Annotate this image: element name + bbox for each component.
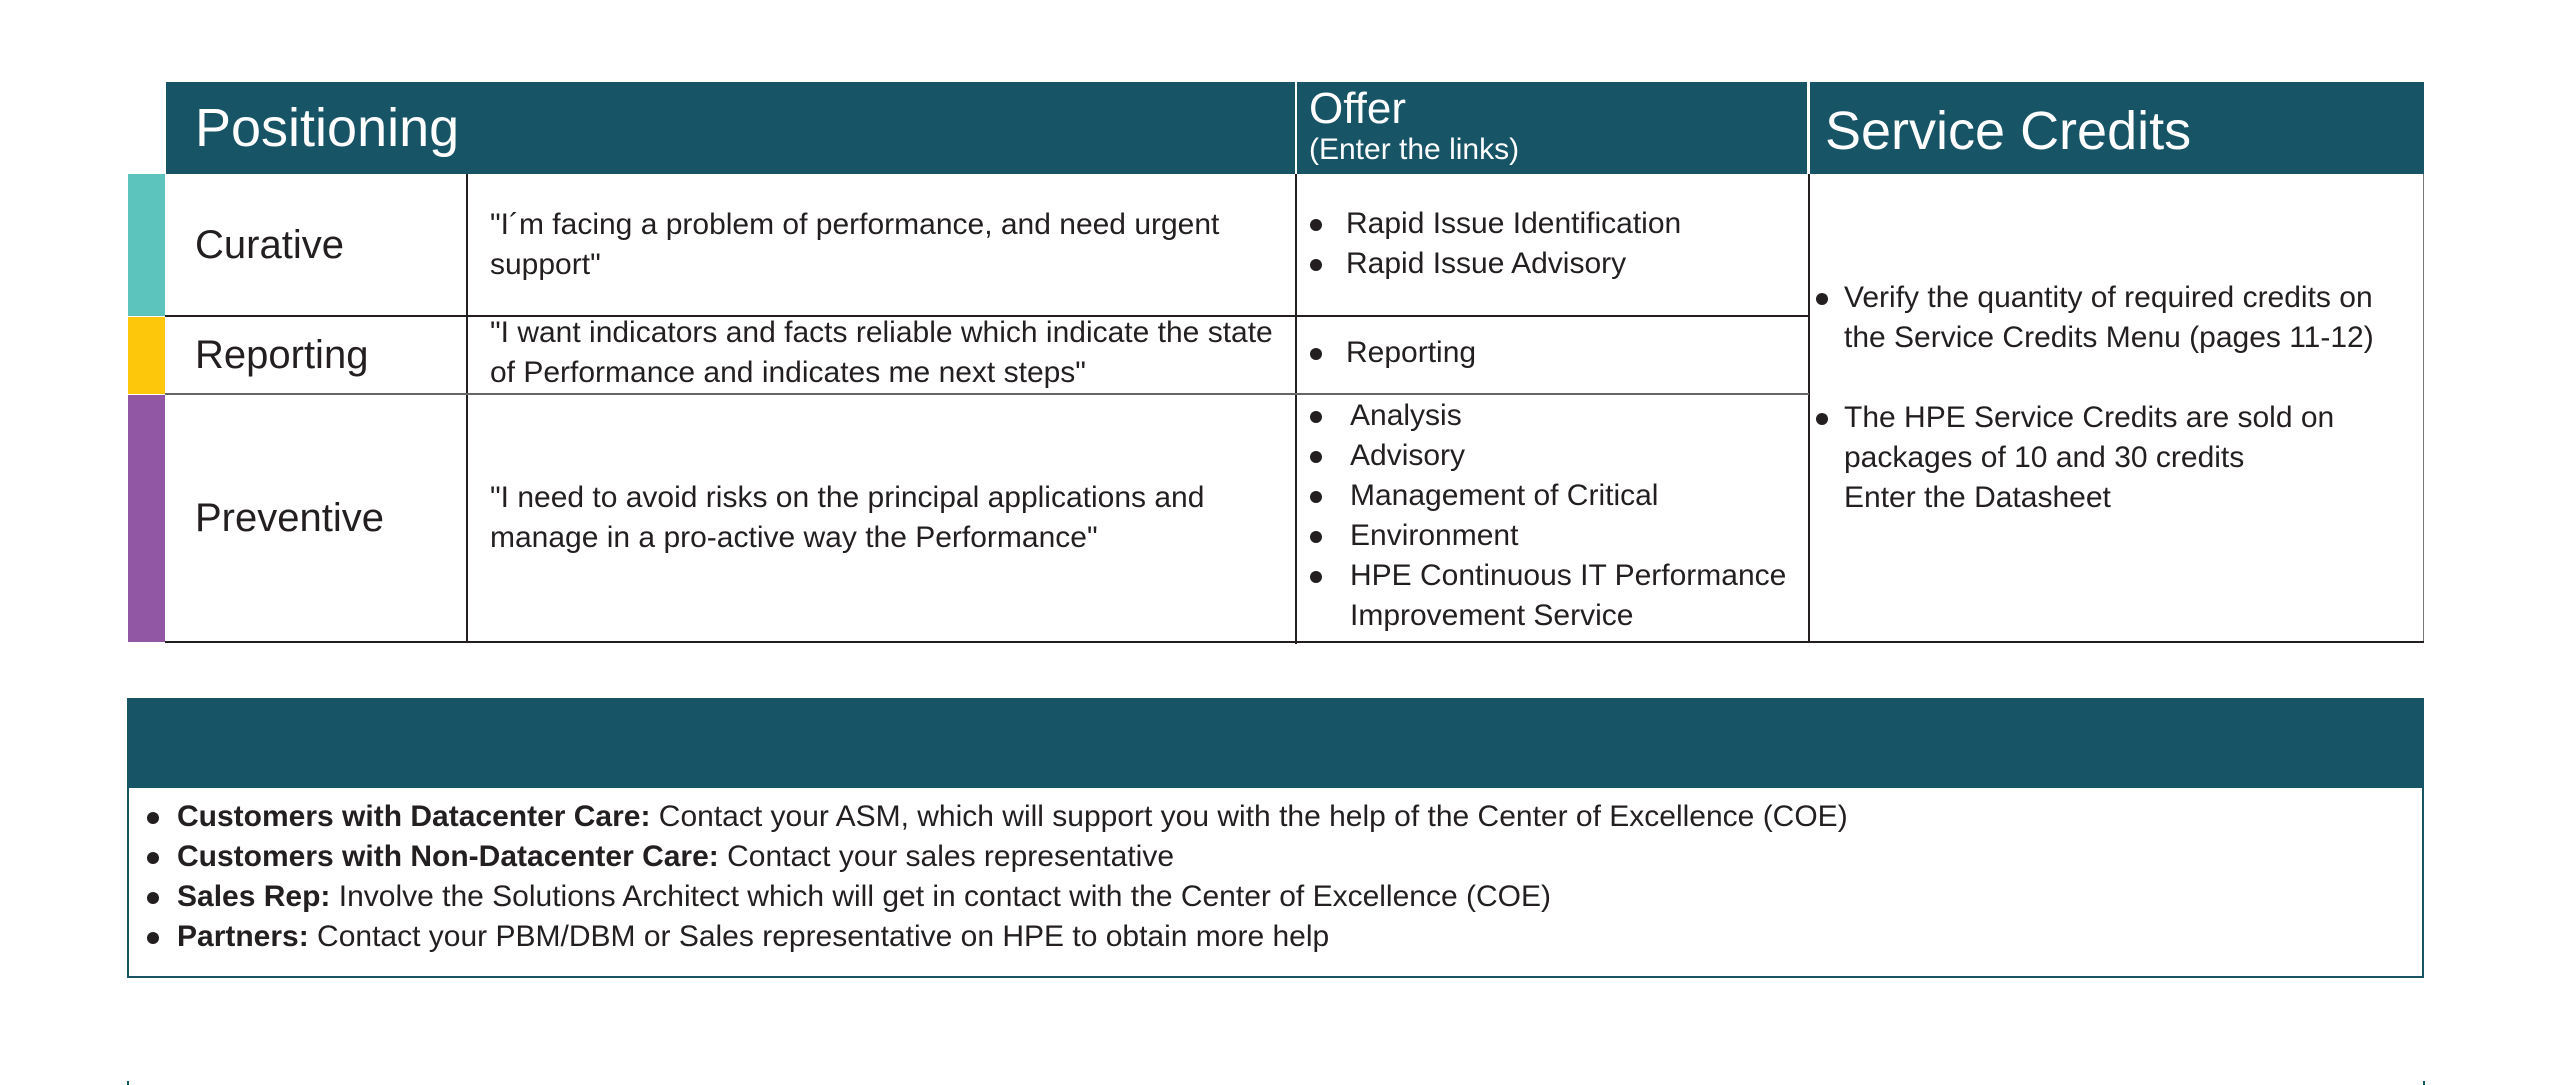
contact-list [129, 797, 2409, 957]
header-service-credits [1810, 82, 2424, 174]
quote-text: "I want indicators and facts reliable which indicate the state of Performance and indicates me next steps" [490, 316, 1273, 389]
datasheet-link[interactable]: Enter the Datasheet [1844, 481, 2111, 514]
corner-tick-left [127, 1081, 129, 1085]
contact-item-datacenter-care [129, 797, 2409, 837]
offer-link-environment[interactable]: Environment [1300, 516, 1800, 556]
contact-box [127, 698, 2424, 978]
service-credits-item-verify: Verify the quantity of required credits on the Service Credits Menu (pages 11-12) [1810, 278, 2420, 358]
offer-link-rapid-issue-advisory[interactable]: Rapid Issue Advisory [1300, 244, 1800, 284]
contact-text: Contact your PBM/DBM or Sales representative on HPE to obtain more help [308, 920, 1330, 953]
header-offer-sublabel: (Enter the links) [1309, 133, 1520, 166]
header-offer-label: Offer [1309, 84, 1407, 133]
row-label-preventive [195, 394, 384, 642]
header-positioning-label: Positioning [195, 98, 460, 158]
row-quote-reporting [490, 314, 1280, 392]
contact-text: Involve the Solutions Architect which will get in contact with the Center of Excellence (COE) [330, 880, 1551, 913]
contact-label: Customers with Datacenter Care: [177, 800, 651, 833]
offer-link-analysis[interactable]: Analysis [1300, 396, 1800, 436]
offer-link-hpe-continuous-it-performance[interactable]: HPE Continuous IT Performance Improvement Service [1300, 556, 1800, 636]
quote-text: "I´m facing a problem of performance, and need urgent support" [490, 208, 1220, 281]
row-label-text: Preventive [195, 496, 384, 540]
service-credits-list [1810, 278, 2420, 478]
corner-tick-right [2423, 1081, 2425, 1085]
contact-text: Contact your sales representative [718, 840, 1175, 873]
offer-list-preventive [1300, 396, 1800, 636]
row-label-curative [195, 174, 344, 316]
service-credits-cell [1810, 278, 2420, 518]
preventive-color-bar [128, 395, 165, 642]
offer-link-rapid-issue-identification[interactable]: Rapid Issue Identification [1300, 204, 1800, 244]
offer-link-management-of-critical[interactable]: Management of Critical [1300, 476, 1800, 516]
column-divider-offer [1295, 174, 1297, 644]
offer-list-curative [1300, 204, 1800, 284]
offer-link-advisory[interactable]: Advisory [1300, 436, 1800, 476]
header-offer [1297, 82, 1807, 174]
row-label-text: Reporting [195, 333, 369, 377]
row-quote-preventive [490, 394, 1280, 642]
service-credits-item-packages: The HPE Service Credits are sold on packages of 10 and 30 credits [1810, 398, 2420, 478]
quote-text: "I need to avoid risks on the principal applications and manage in a pro-active way the Performance" [490, 481, 1205, 554]
contact-item-partners [129, 917, 2409, 957]
contact-label: Customers with Non-Datacenter Care: [177, 840, 719, 873]
row-label-reporting [195, 316, 368, 394]
header-service-credits-label: Service Credits [1825, 101, 2192, 161]
contact-label: Partners: [177, 920, 309, 953]
header-positioning [166, 82, 1295, 174]
contact-box-header-band [127, 698, 2424, 788]
column-divider-quote [466, 174, 468, 642]
reporting-color-bar [128, 317, 165, 394]
contact-label: Sales Rep: [177, 880, 331, 913]
contact-text: Contact your ASM, which will support you with the help of the Center of Excellence (COE) [650, 800, 1848, 833]
curative-color-bar [128, 174, 165, 316]
row-quote-curative [490, 174, 1280, 316]
offer-list-reporting [1300, 333, 1800, 373]
contact-item-sales-rep [129, 877, 2409, 917]
offer-link-reporting[interactable]: Reporting [1300, 333, 1800, 373]
row-label-text: Curative [195, 223, 344, 267]
contact-item-non-datacenter-care [129, 837, 2409, 877]
table-right-border [2423, 174, 2424, 642]
